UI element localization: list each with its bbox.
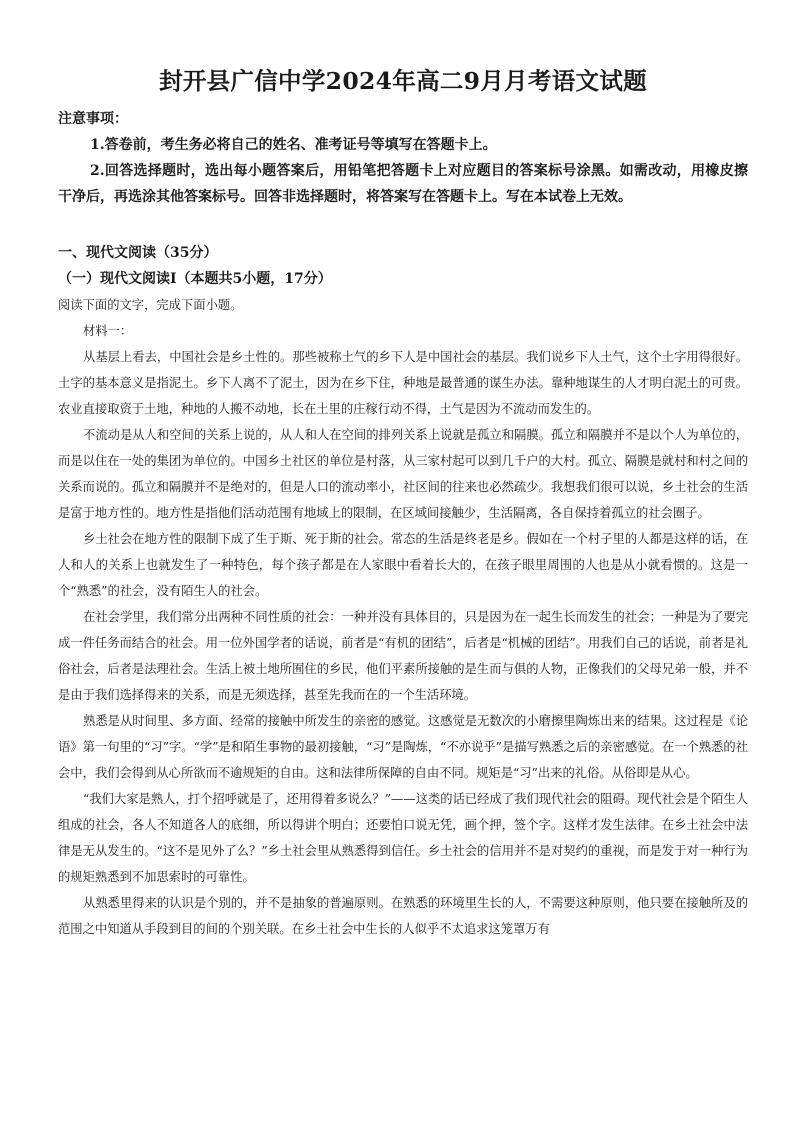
paragraph-3: 乡土社会在地方性的限制下成了生于斯、死于斯的社会。常态的生活是终老是乡。假如在一个村子里的人都是这样的话，在人和人的关系上也就发生了一种特色，每个孩子都是在人家眼中看着长大的，在孩子眼里周围的人也是从小就看惯的。这是一个“熟悉”的社会，没有陌生人的社会。 <box>58 532 748 598</box>
paragraph-1: 从基层上看去，中国社会是乡土性的。那些被称土气的乡下人是中国社会的基层。我们说乡下人土气，这个土字用得很好。土字的基本意义是指泥土。乡下人离不了泥土，因为在乡下住，种地是最普通的谋生办法。靠种地谋生的人才明白泥土的可贵。农业直接取资于土地，种地的人搬不动地，长在土里的庄稼行动不得，土气是因为不流动而发生的。 <box>58 350 748 416</box>
paragraph-4: 在社会学里，我们常分出两种不同性质的社会：一种并没有具体目的，只是因为在一起生长而发生的社会；一种是为了要完成一件任务而结合的社会。用一位外国学者的话说，前者是“有机的团结”，后者是“机械的团结”。用我们自己的话说，前者是礼俗社会，后者是法理社会。生活上被土地所囿住的乡民，他们平素所接触的是生而与俱的人物，正像我们的父母兄弟一般，并不是由于我们选择得来的关系，而是无须选择，甚至先我而在的一个生活环境。 <box>58 610 748 702</box>
reading-instruction: 阅读下面的文字，完成下面小题。 <box>58 298 243 312</box>
section-heading: 一、现代文阅读（35分） <box>58 245 218 261</box>
paragraph-6: “我们大家是熟人，打个招呼就是了，还用得着多说么？”——这类的话已经成了我们现代社会的阻碍。现代社会是个陌生人组成的社会，各人不知道各人的底细，所以得讲个明白；还要怕口说无凭，画个押，签个字。这样才发生法律。在乡土社会中法律是无从发生的。“这不是见外了么？”乡土社会里从熟悉得到信任。乡土社会的信用并不是对契约的重视，而是发于对一种行为的规矩熟悉到不加思索时的可靠性。 <box>58 792 748 884</box>
subsection-heading: （一）现代文阅读Ⅰ（本题共5小题，17分） <box>58 271 332 287</box>
paragraph-5: 熟悉是从时间里、多方面、经常的接触中所发生的亲密的感觉。这感觉是无数次的小磨擦里陶炼出来的结果。这过程是《论语》第一句里的“习”字。“学”是和陌生事物的最初接触，“习”是陶炼，“不亦说乎”是描写熟悉之后的亲密感觉。在一个熟悉的社会中，我们会得到从心所欲而不逾规矩的自由。这和法律所保障的自由不同。规矩是“习”出来的礼俗。从俗即是从心。 <box>58 714 748 780</box>
paragraph-2: 不流动是从人和空间的关系上说的，从人和人在空间的排列关系上说就是孤立和隔膜。孤立和隔膜并不是以个人为单位的，而是以住在一处的集团为单位的。中国乡土社区的单位是村落，从三家村起可以到几千户的大村。孤立、隔膜是就村和村之间的关系而说的。孤立和隔膜并不是绝对的，但是人口的流动率小，社区间的往来也必然疏少。我想我们很可以说，乡土社会的生活是富于地方性的。地方性是指他们活动范围有地域上的限制，在区域间接触少，生活隔离，各自保持着孤立的社会圈子。 <box>58 428 748 520</box>
paragraph-7: 从熟悉里得来的认识是个别的，并不是抽象的普遍原则。在熟悉的环境里生长的人，不需要这种原则，他只要在接触所及的范围之中知道从手段到目的间的个别关联。在乡土社会中生长的人似乎不太追求这笼罩万有 <box>58 896 748 936</box>
exam-page <box>58 62 748 942</box>
notes-label: 注意事项： <box>58 111 128 127</box>
notice-item-1: 1.答卷前，考生务必将自己的姓名、准考证号等填写在答题卡上。 <box>90 137 497 153</box>
notice-item-2: 2.回答选择题时，选出每小题答案后，用铅笔把答题卡上对应题目的答案标号涂黑。如需改动，用橡皮擦干净后，再选涂其他答案标号。回答非选择题时，将答案写在答题卡上。写在本试卷上无效。 <box>58 163 748 205</box>
exam-title: 封开县广信中学2024年高二9月月考语文试题 <box>159 67 647 95</box>
material-label: 材料一： <box>83 324 133 338</box>
